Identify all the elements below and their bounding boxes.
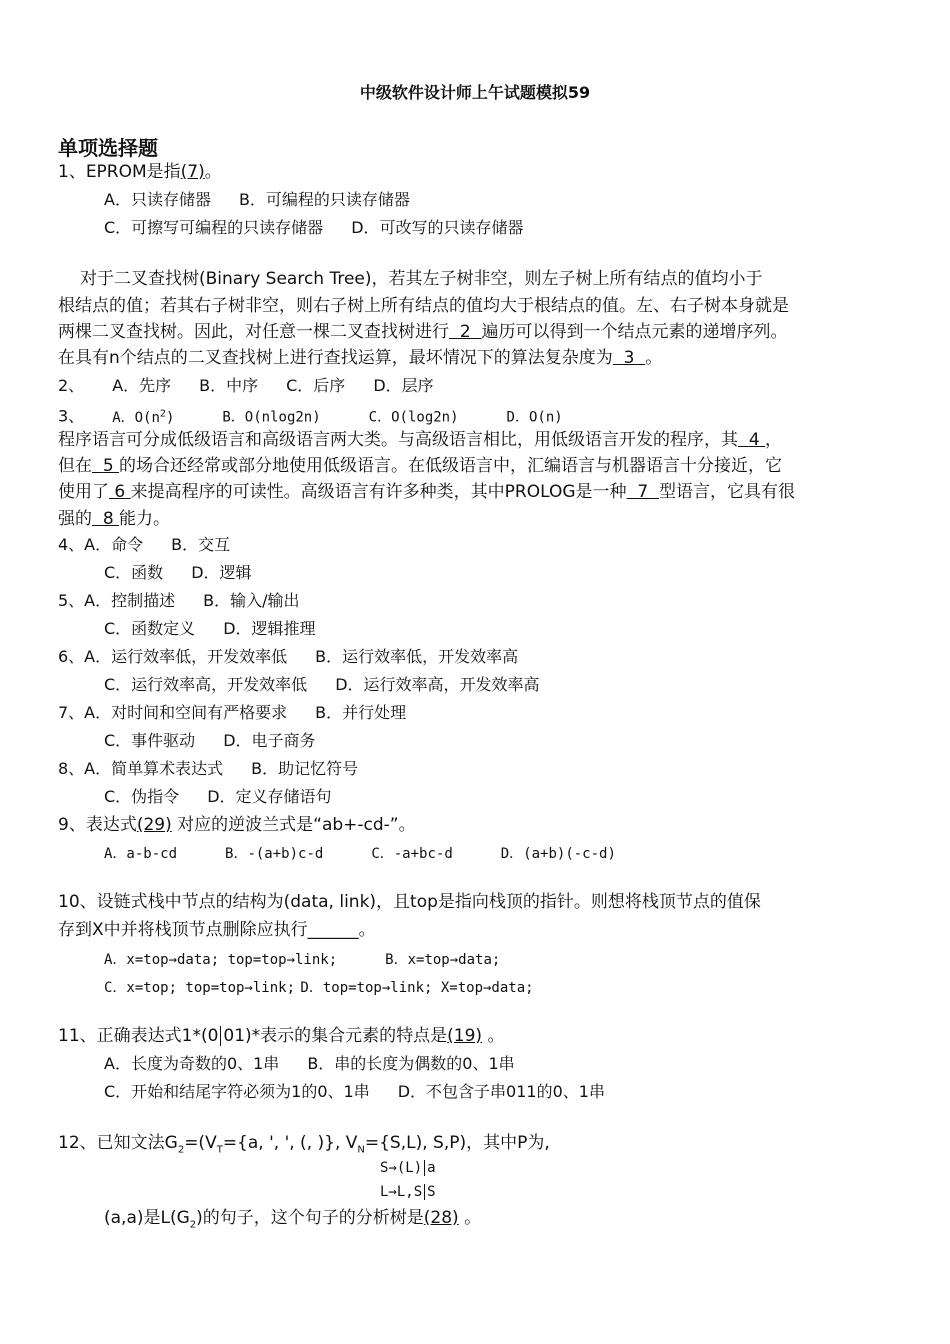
lang-line-3-end: 型语言，它具有很 [658,482,795,502]
q1-option-c: C．可擦写可编程的只读存储器 [104,218,324,237]
q2-option-a: A．先序 [112,376,172,395]
q2-option-c: C．后序 [286,376,346,395]
question-7-options-cd [104,729,316,753]
bst-paragraph-line-1: 对于二叉查找树(Binary Search Tree)，若其左子树非空，则左子树上所有结点的值均小于 [80,269,763,289]
q7-option-b: B．并行处理 [315,703,407,722]
q3-option-a-sup: 2 [159,408,166,419]
q3-option-c: C．O(log2n) [368,409,459,426]
q9-option-a: A．a-b-cd [104,846,178,862]
q12-stem-c: ={a, ', ', (, )}, V [222,1133,358,1153]
q3-option-a-pre: A．O(n [112,409,160,426]
question-5-options-cd [104,617,316,641]
q3-number: 3、 [58,406,85,426]
q10-option-a: A．x=top→data; top=top→link; [104,952,338,968]
lang-blank-5 [92,456,119,476]
lang-blank-5-label: 5 [102,456,114,476]
lang-blank-4-label: 4 [748,430,760,450]
q3-option-a-post: ) [165,409,175,426]
q12-sub-2: 2 [177,1144,185,1156]
bst-line-3-end: 遍历可以得到一个结点元素的递增序列。 [481,322,788,342]
question-9-stem [58,813,416,837]
lang-paragraph-line-1 [58,428,782,452]
q7-option-c: C．事件驱动 [104,731,196,750]
question-4-options-cd [104,561,252,585]
q5-option-d: D．逻辑推理 [223,619,316,638]
q9-stem-text: 9、表达式 [58,815,137,835]
question-9-options [104,841,616,866]
q8-option-c: C．伪指令 [104,787,180,806]
q1-option-a: A．只读存储器 [104,190,211,209]
q12-last-c: 。 [464,1208,482,1228]
q10-option-d: D．top=top→link; X=top→data; [300,980,534,996]
question-10-stem-line-2 [58,918,376,942]
q5-option-a: 5、A．控制描述 [58,591,176,610]
question-4-options-ab [58,533,230,557]
q11-stem-text: 11、正确表达式1*(0 [58,1026,219,1046]
q9-option-b: B．-(a+b)c-d [225,846,324,862]
bst-blank-3-label: 3 [623,348,635,368]
grammar-rule-l-lhs: L→L,S [380,1184,423,1200]
q8-option-a: 8、A．简单算术表达式 [58,759,224,778]
q1-stem-end: 。 [204,162,222,182]
q6-option-c: C．运行效率高，开发效率低 [104,675,308,694]
q11-option-c: C．开始和结尾字符必须为1的0、1串 [104,1082,370,1101]
bst-line-4-text: 在具有n个结点的二叉查找树上进行查找运算，最坏情况下的算法复杂度为 [58,348,613,368]
q10-line-2-end: 。 [358,920,376,940]
q3-option-d: D．O(n) [506,409,563,426]
lang-paragraph-line-3 [58,480,795,504]
lang-line-1-end: ， [765,430,783,450]
question-6-options-cd [104,673,540,697]
q12-last-a: (a,a)是L(G [104,1208,190,1228]
question-2-options [58,374,434,398]
q3-option-a [112,410,174,426]
q6-option-d: D．运行效率高，开发效率高 [335,675,540,694]
question-8-options-ab [58,757,358,781]
lang-blank-8 [92,509,119,529]
bst-line-4-end: 。 [645,348,663,368]
page-title: 中级软件设计师上午试题模拟59 [359,83,591,102]
q4-option-a: 4、A．命令 [58,535,144,554]
q10-option-c: C．x=top; top=top→link; [104,980,296,996]
q10-line-2-text: 存到X中并将栈顶节点删除应执行 [58,920,308,940]
q4-option-d: D．逻辑 [191,563,252,582]
q5-option-b: B．输入/输出 [203,591,300,610]
lang-line-1-text: 程序语言可分成低级语言和高级语言两大类。与高级语言相比，用低级语言开发的程序，其 [58,430,738,450]
lang-line-2-text: 的场合还经常或部分地使用低级语言。在低级语言中，汇编语言与机器语言十分接近，它 [119,456,783,476]
q1-blank: (7) [180,162,205,182]
q2-number: 2、 [58,376,85,395]
q4-option-c: C．函数 [104,563,164,582]
q11-blank: (19) [447,1026,483,1046]
q1-stem-text: 1、EPROM是指 [58,162,181,182]
question-11-options-cd [104,1080,605,1104]
question-10-options-cd [104,975,534,1000]
q7-option-a: 7、A．对时间和空间有严格要求 [58,703,288,722]
question-1-stem [58,160,222,184]
lang-blank-7 [627,482,659,502]
q11-stem-end: 。 [487,1026,505,1046]
q1-option-d: D．可改写的只读存储器 [351,218,524,237]
question-11-options-ab [104,1052,515,1076]
q12-stem-a: 12、已知文法G [58,1133,178,1153]
bst-blank-2 [449,322,481,342]
question-10-stem-line-1: 10、设链式栈中节点的结构为(data, link)，且top是指向栈顶的指针。则想将栈顶节点的值保 [58,892,761,912]
lang-blank-8-label: 8 [102,509,114,529]
q11-option-a: A．长度为奇数的0、1串 [104,1054,280,1073]
lang-paragraph-line-2 [58,454,782,478]
question-3-options [58,402,563,430]
lang-line-3-text: 来提高程序的可读性。高级语言有许多种类，其中PROLOG是一种 [130,482,627,502]
bst-paragraph-line-2: 根结点的值；若其右子树非空，则右子树上所有结点的值均大于根结点的值。左、右子树本身就是 [58,296,789,316]
q12-blank: (28) [423,1208,459,1228]
section-heading: 单项选择题 [58,136,158,160]
bst-line-3-text: 两棵二叉查找树。因此，对任意一棵二叉查找树进行 [58,322,449,342]
question-8-options-cd [104,785,332,809]
question-12-stem [58,1131,550,1162]
lang-paragraph-line-4 [58,507,170,531]
lang-blank-4 [738,430,765,450]
question-6-options-ab [58,645,518,669]
q10-option-b: B．x=top→data; [385,952,501,968]
q5-option-c: C．函数定义 [104,619,196,638]
q12-stem-d: ={S,L), S,P)，其中P为, [364,1133,550,1153]
question-7-options-ab [58,701,406,725]
q3-option-b: B．O(nlog2n) [222,409,321,426]
q7-option-d: D．电子商务 [223,731,316,750]
question-1-options-ab [104,188,410,212]
q8-option-b: B．助记忆符号 [251,759,359,778]
q1-option-b: B．可编程的只读存储器 [238,190,410,209]
lang-line-2-start: 但在 [58,456,92,476]
lang-line-4-start: 强的 [58,509,92,529]
q4-option-b: B．交互 [171,535,231,554]
grammar-rule-l-bar [424,1184,425,1200]
lang-line-3-start: 使用了 [58,482,109,502]
lang-blank-6-label: 6 [114,482,126,502]
grammar-rule-s-lhs: S→(L) [380,1160,423,1176]
q8-option-d: D．定义存储语句 [207,787,332,806]
grammar-rule-s-alt: a [427,1160,436,1176]
q12-sub-n: N [357,1144,365,1156]
grammar-rule-l-alt: S [427,1184,436,1200]
question-10-options-ab [104,947,500,972]
q2-option-b: B．中序 [199,376,259,395]
q12-sub-t: T [216,1144,223,1156]
q11-stem-mid: 01)*表示的集合元素的特点是 [223,1026,448,1046]
q9-stem-end: 对应的逆波兰式是“ab+-cd-”。 [177,815,416,835]
question-12-sentence [104,1206,481,1237]
q9-option-d: D．(a+b)(-c-d) [500,846,616,862]
grammar-rule-s [380,1156,436,1180]
q11-option-b: B．串的长度为偶数的0、1串 [307,1054,515,1073]
alternation-bar [220,1026,221,1046]
q6-option-b: B．运行效率低，开发效率高 [315,647,519,666]
q11-option-d: D．不包含子串011的0、1串 [397,1082,605,1101]
q10-blank: ______ [307,920,359,940]
lang-blank-6 [109,482,131,502]
bst-paragraph-line-4 [58,346,662,370]
bst-blank-2-label: 2 [459,322,471,342]
grammar-rule-l [380,1180,436,1204]
lang-blank-7-label: 7 [637,482,649,502]
question-5-options-ab [58,589,300,613]
question-1-options-cd [104,216,524,240]
q9-option-c: C．-a+bc-d [371,846,453,862]
q12-last-b: )的句子，这个句子的分析树是 [196,1208,424,1228]
q2-option-d: D．层序 [373,376,434,395]
q12-last-sub: 2 [189,1219,197,1231]
q6-option-a: 6、A．运行效率低，开发效率低 [58,647,288,666]
grammar-rule-s-bar [424,1160,425,1176]
question-11-stem [58,1024,504,1048]
q9-blank: (29) [136,815,172,835]
bst-paragraph-line-3 [58,320,787,344]
bst-blank-3 [613,348,645,368]
lang-line-4-end: 能力。 [119,509,171,529]
q12-stem-b: =(V [184,1133,217,1153]
